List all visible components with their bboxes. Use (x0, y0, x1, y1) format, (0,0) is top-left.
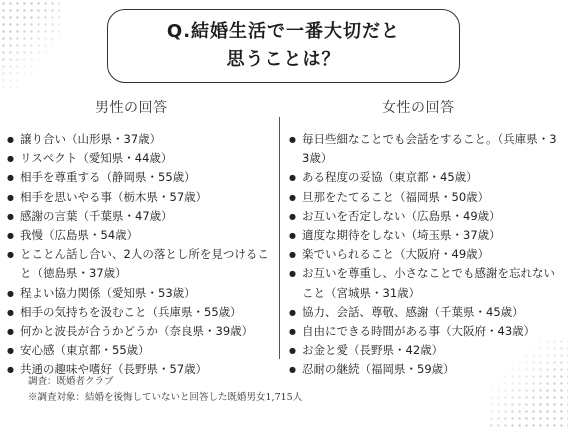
list-item: ● 協力、会話、尊敬、感謝（千葉県・45歳） (288, 303, 562, 322)
decorative-dot-pattern (0, 0, 60, 90)
female-answers-heading: 女性の回答 (382, 100, 455, 116)
list-item: ● 感謝の言葉（千葉県・47歳） (6, 207, 272, 226)
male-answers-heading: 男性の回答 (95, 100, 168, 116)
list-item: ● とことん話し合い、2人の落とし所を見つけること（徳島県・37歳） (6, 245, 272, 283)
list-item: ● 適度な期待をしない（埼玉県・37歳） (288, 226, 562, 245)
list-item: ● 毎日些細なことでも会話をすること。（兵庫県・33歳） (288, 130, 562, 168)
list-item: ● 旦那をたてること（福岡県・50歳） (288, 188, 562, 207)
list-item: ● 譲り合い（山形県・37歳） (6, 130, 272, 149)
list-item: ● お互いを否定しない（広島県・49歳） (288, 207, 562, 226)
list-item: ● 相手を思いやる事（栃木県・57歳） (6, 188, 272, 207)
survey-target-note: ※調査対象：結婚を後悔していないと回答した既婚男女1,715人 (28, 392, 303, 403)
question-title-line-2: 思うことは？ (226, 49, 341, 70)
footnotes (28, 374, 302, 406)
list-item: ● 何かと波長が合うかどうか（奈良県・39歳） (6, 322, 272, 341)
list-item: ● 程よい協力関係（愛知県・53歳） (6, 284, 272, 303)
survey-source: 調査：既婚者クラブ (28, 376, 114, 387)
question-title-box (107, 9, 460, 83)
female-answers-list (288, 130, 562, 380)
list-item: ● 楽でいられること（大阪府・49歳） (288, 245, 562, 264)
list-item: ● お金と愛（長野県・42歳） (288, 341, 562, 360)
list-item: ● 安心感（東京都・55歳） (6, 341, 272, 360)
list-item: ● ある程度の妥協（東京都・45歳） (288, 168, 562, 187)
list-item: ● リスペクト（愛知県・44歳） (6, 149, 272, 168)
list-item: ● 忍耐の継続（福岡県・59歳） (288, 360, 562, 379)
list-item: ● 共通の趣味や嗜好（長野県・57歳） (6, 360, 272, 379)
list-item: ● 相手の気持ちを汲むこと（兵庫県・55歳） (6, 303, 272, 322)
question-title-line-1: Q.結婚生活で一番大切だと (166, 21, 401, 42)
list-item: ● お互いを尊重し、小さなことでも感謝を忘れないこと（宮城県・31歳） (288, 264, 562, 302)
list-item: ● 自由にできる時間がある事（大阪府・43歳） (288, 322, 562, 341)
list-item: ● 我慢（広島県・54歳） (6, 226, 272, 245)
column-divider (279, 117, 280, 359)
male-answers-list (6, 130, 272, 380)
list-item: ● 相手を尊重する（静岡県・55歳） (6, 168, 272, 187)
